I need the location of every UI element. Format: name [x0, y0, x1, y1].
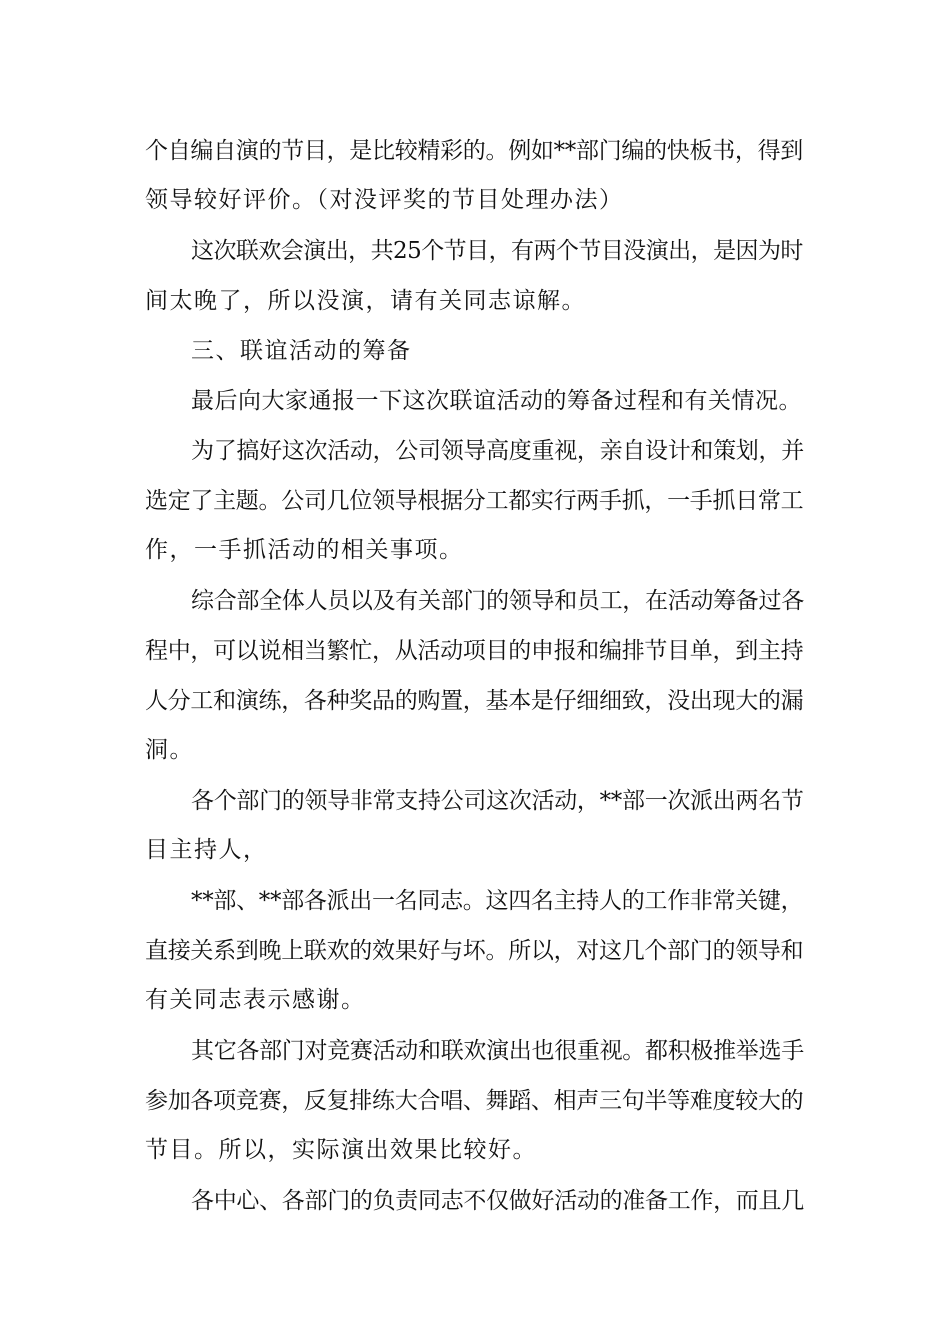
text-line: [0, 730, 950, 770]
text-line: [0, 830, 950, 870]
text-line: [0, 281, 950, 321]
line-text: 程中，可以说相当繁忙，从活动项目的申报和编排节目单，到主持: [145, 638, 804, 664]
text-line: [0, 681, 950, 721]
line-text: 综合部全体人员以及有关部门的领导和员工，在活动筹备过各: [191, 588, 804, 614]
line-text: 各个部门的领导非常支持公司这次活动，**部一次派出两名节: [191, 788, 804, 814]
text-line: [0, 1031, 950, 1071]
line-text: 参加各项竞赛，反复排练大合唱、舞蹈、相声三句半等难度较大的: [145, 1088, 804, 1114]
line-text: 三、联谊活动的筹备: [191, 338, 412, 364]
text-line: [0, 1081, 950, 1121]
line-text: 为了搞好这次活动，公司领导高度重视，亲自设计和策划，并: [191, 438, 804, 464]
text-line: [0, 1130, 950, 1170]
text-line: [0, 581, 950, 621]
line-text: 领导较好评价。（对没评奖的节目处理办法）: [145, 187, 624, 213]
line-text: 作，一手抓活动的相关事项。: [145, 537, 464, 563]
text-line: [0, 781, 950, 821]
line-text: **部、**部各派出一名同志。这四名主持人的工作非常关键，: [191, 888, 804, 914]
text-line: [0, 131, 950, 171]
text-line: [0, 381, 950, 421]
line-text: 个自编自演的节目，是比较精彩的。例如**部门编的快板书，得到: [145, 138, 804, 164]
text-line: [0, 431, 950, 471]
text-line: [0, 530, 950, 570]
text-line: [0, 1181, 950, 1221]
line-text: 这次联欢会演出，共25个节目，有两个节目没演出，是因为时: [191, 238, 803, 264]
line-text: 节目。所以，实际演出效果比较好。: [145, 1137, 537, 1163]
section-heading: [0, 331, 950, 371]
line-text: 人分工和演练，各种奖品的购置，基本是仔细细致，没出现大的漏: [145, 688, 804, 714]
text-line: [0, 881, 950, 921]
text-line: [0, 481, 950, 521]
text-line: [0, 180, 950, 220]
line-text: 洞。: [145, 737, 194, 763]
line-text: 各中心、各部门的负责同志不仅做好活动的准备工作，而且几: [191, 1188, 804, 1214]
text-line: [0, 980, 950, 1020]
line-text: 选定了主题。公司几位领导根据分工都实行两手抓，一手抓日常工: [145, 488, 804, 514]
text-line: [0, 231, 950, 271]
text-line: [0, 931, 950, 971]
line-text: 目主持人，: [145, 837, 268, 863]
line-text: 有关同志表示感谢。: [145, 987, 366, 1013]
line-text: 其它各部门对竞赛活动和联欢演出也很重视。都积极推举选手: [191, 1038, 804, 1064]
text-line: [0, 631, 950, 671]
line-text: 间太晚了，所以没演，请有关同志谅解。: [145, 288, 586, 314]
line-text: 直接关系到晚上联欢的效果好与坏。所以，对这几个部门的领导和: [145, 938, 804, 964]
line-text: 最后向大家通报一下这次联谊活动的筹备过程和有关情况。: [191, 388, 802, 414]
